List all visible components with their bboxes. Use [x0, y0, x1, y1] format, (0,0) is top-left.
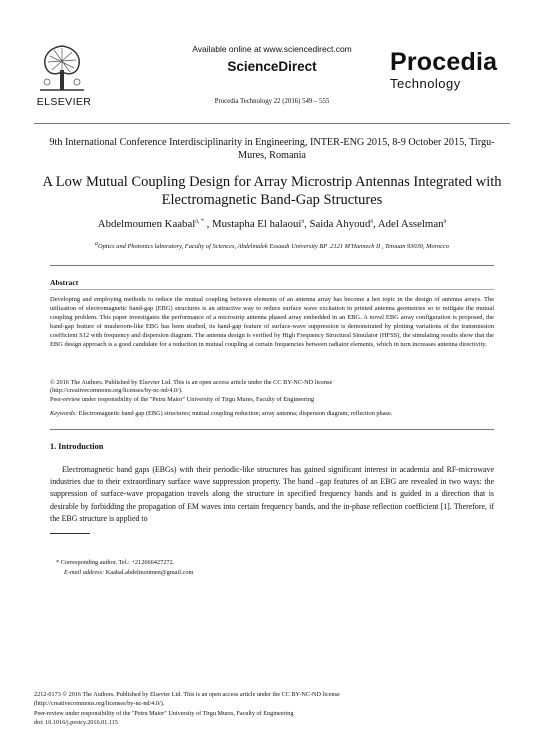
conference-line: 9th International Conference Interdisciplinarity in Engineering, INTER-ENG 2015, 8-9 October 2015, Tirgu-Mures, Romania [49, 137, 495, 161]
keywords [50, 410, 494, 417]
affiliation-text: Optics and Photonics laboratory, Faculty of Sciences, Abdelmalek Essaadi University BP .2121 M'Hannech II , Tetouan 93030, Morocco [97, 243, 450, 251]
abstract-license [50, 379, 494, 404]
email-address[interactable]: Kaabal.abdelmoumen@gmail.com [104, 569, 194, 576]
author-separator: , [373, 218, 378, 230]
author-name: Saida Ahyoud [309, 218, 371, 230]
introduction-text: Electromagnetic band gaps (EBGs) with their periodic-like structures has gained significant interest in academia and RF-microwave industries due to their extraordinary surface wave suppression property. The band –gap features of an EBG are revealed in two ways: the suppression of surface-wave propagation travels along the structure in specified frequency bands and is guided in a direction that is desirable by forbidding the propagation of EM waves into certain frequency bands, and the in-phase reflection coefficient [1]. Therefore, if the EBG structure is applied to [50, 465, 494, 523]
abstract-heading: Abstract [50, 278, 79, 287]
elsevier-logo [34, 40, 92, 110]
author-name: Mustapha El halaoui [212, 218, 302, 230]
author-name: Adel Asselman [377, 218, 444, 230]
license-link[interactable]: (http://creativecommons.org/licenses/by-nc-nd/4.0/). [50, 387, 183, 395]
sciencedirect-wordmark: ScienceDirect [227, 59, 317, 74]
author-separator: , [304, 218, 310, 230]
procedia-subtitle: Technology [390, 76, 461, 91]
author-list [40, 218, 504, 230]
abstract-bottom-rule [50, 429, 494, 430]
abstract-top-rule [50, 265, 494, 266]
section-heading: 1. Introduction [50, 442, 104, 451]
publisher-wordmark: ELSEVIER [36, 96, 92, 108]
author-name: Abdelmoumen Kaabal [97, 218, 196, 230]
paper-title: A Low Mutual Coupling Design for Array Microstrip Antennas Integrated with Electromagnetic Band-Gap Structures [42, 174, 502, 208]
email-note [64, 569, 193, 576]
journal-citation: Procedia Technology 22 (2016) 549 – 555 [214, 98, 330, 105]
doi-line[interactable]: doi: 10.1016/j.protcy.2016.01.115 [34, 719, 118, 727]
author-separator: , [203, 218, 213, 230]
author-affiliation-mark: a [370, 218, 374, 225]
keywords-text: Electromagnetic band gap (EBG) structures; mutual coupling reduction; array antenna; dispersion diagram; reflection phase. [77, 410, 393, 417]
license-link[interactable]: (http://creativecommons.org/licenses/by-nc-nd/4.0/). [34, 700, 165, 708]
abstract-text: Developing and employing methods to reduce the mutual coupling between elements of an antenna array has become a hot topic in the design of antenna arrays. The utilization of electromagnetic band-gap (EBG) structures is an attractive way to reduce surface wave excitation in printed antenna geometries so to mitigate the mutual coupling problem. This paper investigates the performance of a microstrip antenna phased array embedded in an EBG. A novel EBG array configuration is proposed, the band-gap feature of mushroom-like EBG has been studied, its band-gap feature of surface-wave suppression is demonstrated by plotting variations of the transmission coefficient S12 with frequency and dispersion diagram. The antenna design is verified by High Frequency Structural Simulator (HFSS), the simulating results show that the EBG design approach is a good candidate for a reduction in mutual coupling at certain frequencies between radiator elements, which in turn increases antenna directivity. [50, 296, 494, 348]
license-line: © 2016 The Authors. Published by Elsevier Ltd. This is an open access article under the CC BY-NC-ND license [50, 379, 333, 386]
available-online-text: Available online at www.sciencedirect.com [192, 44, 352, 54]
affiliation [40, 241, 504, 250]
procedia-brand [390, 50, 520, 90]
peer-review-line: Peer-review under responsibility of the "Petru Maior" University of Tirgu Mures, Faculty of Engineering [50, 395, 315, 403]
publication-info [34, 690, 504, 728]
keywords-label: Keywords: [50, 410, 78, 417]
corresponding-author-note: * Corresponding author. Tel.: +212666427272. [56, 559, 175, 566]
affiliation-mark: a [94, 241, 98, 247]
copyright-line: 2212-0173 © 2016 The Authors. Published by Elsevier Ltd. This is an open access article under the CC BY-NC-ND license [34, 691, 340, 698]
email-label: E-mail address: [64, 569, 105, 576]
procedia-wordmark: Procedia [390, 48, 498, 76]
author-affiliation-mark: a [443, 218, 447, 225]
peer-review-line: Peer-review under responsibility of the "Petru Maior" University of Tirgu Mures, Faculty of Engineering [34, 709, 294, 717]
header-rule [34, 123, 510, 124]
author-affiliation-mark: a [301, 218, 305, 225]
author-affiliation-mark: a, * [195, 218, 204, 225]
elsevier-tree-icon [38, 42, 86, 92]
footnote-rule [50, 533, 90, 534]
abstract-heading-rule [50, 289, 494, 290]
